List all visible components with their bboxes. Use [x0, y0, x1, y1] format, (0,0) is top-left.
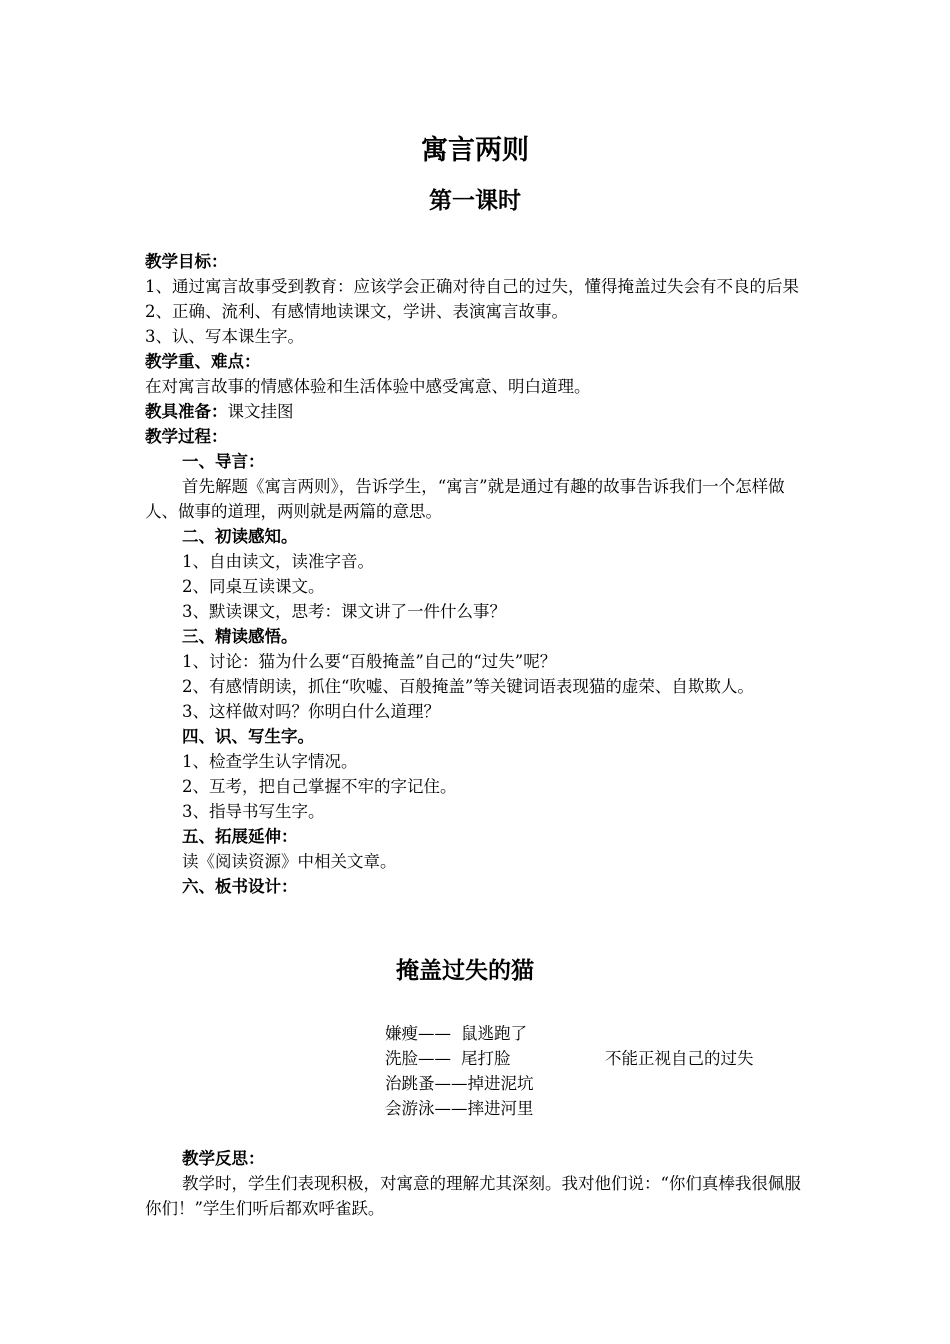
board-row-left: 治跳蚤——: [385, 1074, 468, 1093]
tools-heading: 教具准备：: [145, 402, 228, 421]
lesson-content: [145, 249, 809, 899]
objective-2: 2、正确、流利、有感情地读课文，学讲、表演寓言故事。: [145, 302, 568, 321]
keypoints-text: 在对寓言故事的情感体验和生活体验中感受寓意、明白道理。: [145, 377, 591, 396]
tools-text: 课文挂图: [227, 402, 294, 421]
board-row: [385, 1071, 534, 1096]
section-5-heading: 五、拓展延伸：: [182, 827, 298, 846]
objective-1: 1、通过寓言故事受到教育：应该学会正确对待自己的过失，懂得掩盖过失会有不良的后果: [145, 277, 799, 296]
reflection-section: [145, 1146, 809, 1221]
process-heading: 教学过程：: [145, 427, 228, 446]
board-row: [385, 1021, 534, 1046]
board-row-right: 鼠逃跑了: [461, 1024, 527, 1043]
board-row-right: 掉进泥坑: [467, 1074, 534, 1093]
reflection-heading: 教学反思：: [182, 1149, 265, 1168]
section-6-heading: 六、板书设计：: [182, 877, 298, 896]
section-4-item-1: 1、检查学生认字情况。: [182, 752, 358, 771]
section-4-heading: 四、识、写生字。: [182, 727, 314, 746]
section-3-item-2: 2、有感情朗读，抓住“吹嘘、百般掩盖”等关键词语表现猫的虚荣、自欺欺人。: [182, 677, 754, 696]
lesson-subtitle: 第一课时: [429, 188, 521, 214]
section-3-item-1: 1、讨论：猫为什么要“百般掩盖”自己的“过失”呢？: [182, 652, 557, 671]
section-2-item-1: 1、自由读文，读准字音。: [182, 552, 374, 571]
board-row-right: 尾打脸: [461, 1049, 511, 1068]
section-3-heading: 三、精读感悟。: [182, 627, 298, 646]
section-1-heading: 一、导言：: [182, 452, 265, 471]
section-4-item-3: 3、指导书写生字。: [182, 802, 325, 821]
objective-3: 3、认、写本课生字。: [145, 327, 304, 346]
section-2-heading: 二、初读感知。: [182, 527, 298, 546]
board-row: [385, 1096, 534, 1121]
section-2-item-2: 2、同桌互读课文。: [182, 577, 325, 596]
section-5-text: 读《阅读资源》中相关文章。: [182, 852, 397, 871]
board-row-left: 会游泳——: [385, 1099, 468, 1118]
section-2-item-3: 3、默读课文，思考：课文讲了一件什么事？: [182, 602, 506, 621]
board-row-left: 洗脸——: [385, 1049, 451, 1068]
tools-line: [145, 399, 809, 424]
document-title: 寓言两则: [421, 135, 529, 166]
section-4-item-2: 2、互考，把自己掌握不牢的字记住。: [182, 777, 457, 796]
objectives-heading: 教学目标：: [145, 252, 228, 271]
board-design: [385, 1021, 534, 1121]
board-row-right: 摔进河里: [467, 1099, 534, 1118]
reflection-text: 教学时，学生们表现积极，对寓意的理解尤其深刻。我对他们说：“你们真棒我很佩服你们！”学生们听后都欢呼雀跃。: [145, 1174, 801, 1218]
board-row-left: 嫌瘦——: [385, 1024, 451, 1043]
keypoints-heading: 教学重、难点：: [145, 352, 261, 371]
board-title: 掩盖过失的猫: [396, 958, 534, 984]
board-row: [385, 1046, 534, 1071]
section-1-text: 首先解题《寓言两则》，告诉学生，“寓言”就是通过有趣的故事告诉我们一个怎样做人、做事的道理，两则就是两篇的意思。: [145, 477, 785, 521]
board-note: 不能正视自己的过失: [605, 1049, 754, 1068]
section-3-item-3: 3、这样做对吗？你明白什么道理？: [182, 702, 440, 721]
